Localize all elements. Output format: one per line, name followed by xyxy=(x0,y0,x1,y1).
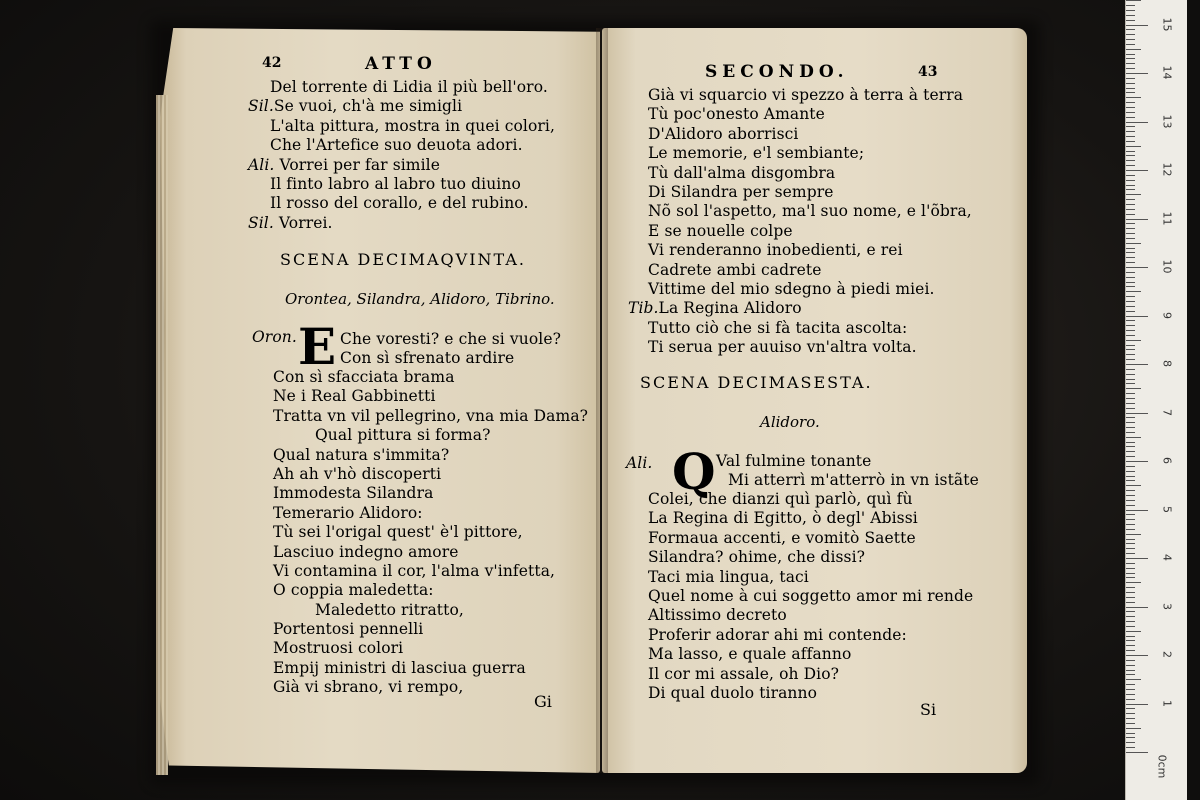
ruler-tick xyxy=(1126,466,1135,467)
verse-line: Formaua accenti, e vomitò Saette xyxy=(648,528,916,547)
ruler-tick xyxy=(1126,175,1135,176)
ruler-tick xyxy=(1126,185,1135,186)
verse-line: Silandra? ohime, che dissi? xyxy=(648,548,866,567)
ruler-tick xyxy=(1126,345,1135,346)
ruler-tick xyxy=(1126,398,1135,399)
ruler-tick xyxy=(1126,573,1135,574)
ruler-tick xyxy=(1126,238,1135,239)
ruler-tick xyxy=(1126,359,1135,360)
verse-line: Quel nome à cui soggetto amor mi rende xyxy=(648,586,974,605)
verse-line: Lasciuo indegno amore xyxy=(273,542,459,561)
verse-line: Ah ah v'hò discoperti xyxy=(273,464,442,483)
ruler-tick xyxy=(1126,151,1135,152)
ruler-tick xyxy=(1126,44,1135,45)
ruler-tick xyxy=(1126,417,1135,418)
ruler-tick xyxy=(1126,243,1141,244)
page-stack-edge xyxy=(156,95,168,775)
ruler-tick xyxy=(1126,427,1135,428)
ruler-tick xyxy=(1126,689,1135,690)
ruler-tick xyxy=(1126,621,1135,622)
speaker-label: Ali. xyxy=(626,454,653,472)
ruler-tick xyxy=(1126,631,1141,632)
ruler-tick xyxy=(1126,126,1135,127)
speaker-label: Sil. xyxy=(248,97,274,116)
right-cast-list: Alidoro. xyxy=(760,413,820,431)
right-speech-body xyxy=(648,490,973,703)
ruler-tick xyxy=(1126,107,1135,108)
verse-line: Immodesta Silandra xyxy=(273,484,434,503)
verse-line: Il cor mi assale, oh Dio? xyxy=(648,664,840,683)
ruler-tick xyxy=(1126,180,1135,181)
ruler-tick xyxy=(1126,563,1135,564)
ruler-unit: 0cm xyxy=(1155,754,1169,779)
ruler-tick xyxy=(1126,432,1135,433)
verse-line: Altissimo decreto xyxy=(648,606,787,625)
ruler-tick xyxy=(1126,54,1135,55)
left-speech-opening xyxy=(340,330,561,369)
verse-line: Proferir adorar ahi mi contende: xyxy=(648,625,907,644)
ruler-number: 10 xyxy=(1160,259,1174,274)
ruler-tick xyxy=(1126,204,1135,205)
ruler-tick xyxy=(1126,286,1135,287)
ruler-tick xyxy=(1126,539,1135,540)
ruler-tick xyxy=(1126,306,1135,307)
ruler-tick xyxy=(1126,592,1135,593)
verse-line: Mostruosi colori xyxy=(273,639,404,658)
ruler-tick xyxy=(1126,500,1135,501)
ruler-tick xyxy=(1126,718,1135,719)
ruler-tick xyxy=(1126,728,1141,729)
ruler-tick xyxy=(1126,291,1141,292)
ruler-tick xyxy=(1126,393,1135,394)
ruler-number: 5 xyxy=(1160,505,1174,513)
ruler-tick xyxy=(1126,209,1135,210)
ruler-tick xyxy=(1126,713,1135,714)
ruler-tick xyxy=(1126,165,1135,166)
ruler-tick xyxy=(1126,723,1135,724)
ruler-tick xyxy=(1126,301,1135,302)
verse-line: Ti serua per auuiso vn'altra volta. xyxy=(648,338,917,357)
ruler-tick xyxy=(1126,122,1148,123)
ruler-tick xyxy=(1126,640,1135,641)
ruler-tick xyxy=(1126,636,1135,637)
ruler-tick xyxy=(1126,20,1135,21)
ruler-tick xyxy=(1126,558,1148,559)
ruler-number: 13 xyxy=(1160,114,1174,128)
right-speech-opening xyxy=(716,452,979,491)
verse-line: Maledetto ritratto, xyxy=(315,600,464,619)
verse-line: Nõ sol l'aspetto, ma'l suo nome, e l'õbra, xyxy=(648,202,972,221)
left-top-block xyxy=(248,78,555,233)
ruler-tick xyxy=(1126,752,1148,753)
ruler-tick xyxy=(1126,456,1135,457)
verse-line: Sil.Se vuoi, ch'à me simigli xyxy=(248,97,463,116)
right-catchword: Si xyxy=(920,700,937,719)
left-page-number: 42 xyxy=(262,55,282,71)
ruler-tick xyxy=(1126,476,1135,477)
ruler-tick xyxy=(1126,461,1148,462)
verse-line: Sil. Vorrei. xyxy=(248,213,333,232)
verse-line: Ne i Real Gabbinetti xyxy=(273,387,436,406)
ruler-tick xyxy=(1126,219,1148,220)
verse-line: E se nouelle colpe xyxy=(648,221,793,240)
verse-line: Mi atterrì m'atterrò in vn istãte xyxy=(728,471,979,490)
ruler-tick xyxy=(1126,650,1135,651)
ruler-tick xyxy=(1126,670,1135,671)
ruler-number: 7 xyxy=(1160,408,1174,416)
verse-line: Vi contamina il cor, l'alma v'infetta, xyxy=(273,561,556,580)
ruler-tick xyxy=(1126,737,1135,738)
ruler-number: 3 xyxy=(1160,602,1174,610)
ruler-tick xyxy=(1126,480,1135,481)
ruler-tick xyxy=(1126,272,1135,273)
ruler-tick xyxy=(1126,408,1135,409)
ruler-tick xyxy=(1126,524,1135,525)
ruler-tick xyxy=(1126,248,1135,249)
ruler-tick xyxy=(1126,543,1135,544)
ruler-tick xyxy=(1126,568,1135,569)
ruler-tick xyxy=(1126,296,1135,297)
verse-line: Qual pittura si forma? xyxy=(315,426,491,445)
ruler-tick xyxy=(1126,514,1135,515)
ruler-number: 11 xyxy=(1160,211,1174,225)
speaker-label: Sil. xyxy=(248,213,274,232)
ruler-tick xyxy=(1126,68,1135,69)
verse-line: Portentosi pennelli xyxy=(273,620,424,639)
ruler-tick xyxy=(1126,655,1148,656)
ruler-tick xyxy=(1126,29,1135,30)
ruler-tick xyxy=(1126,25,1148,26)
verse-line: Che l'Artefice suo deuota adori. xyxy=(270,136,523,155)
ruler-tick xyxy=(1126,611,1135,612)
ruler-tick xyxy=(1126,645,1135,646)
ruler-tick xyxy=(1126,325,1135,326)
verse-line: Ali. Vorrei per far simile xyxy=(248,155,440,174)
verse-line: Tib.La Regina Alidoro xyxy=(628,299,802,318)
ruler-tick xyxy=(1126,704,1148,705)
ruler-tick xyxy=(1126,587,1135,588)
verse-line: Tù poc'onesto Amante xyxy=(648,105,825,124)
speaker-label: Ali. xyxy=(248,155,275,174)
ruler-tick xyxy=(1126,442,1135,443)
ruler-tick xyxy=(1126,330,1135,331)
ruler-tick xyxy=(1126,34,1135,35)
ruler-tick xyxy=(1126,141,1135,142)
ruler-tick xyxy=(1126,684,1135,685)
measurement-ruler xyxy=(1125,0,1188,800)
verse-line: Empij ministri di lasciua guerra xyxy=(273,658,526,677)
verse-line: L'alta pittura, mostra in quei colori, xyxy=(270,116,555,135)
ruler-tick xyxy=(1126,117,1135,118)
ruler-tick xyxy=(1126,354,1135,355)
ruler-tick xyxy=(1126,529,1135,530)
ruler-tick xyxy=(1126,233,1135,234)
ruler-tick xyxy=(1126,505,1135,506)
ruler-number: 14 xyxy=(1160,65,1174,80)
verse-line: Qual natura s'immita? xyxy=(273,445,450,464)
ruler-tick xyxy=(1126,136,1135,137)
ruler-tick xyxy=(1126,665,1135,666)
ruler-tick xyxy=(1126,413,1148,414)
ruler-tick xyxy=(1126,403,1135,404)
ruler-tick xyxy=(1126,742,1135,743)
drop-cap-q: Q xyxy=(672,442,716,501)
ruler-tick xyxy=(1126,92,1135,93)
book-gutter xyxy=(596,28,608,773)
ruler-tick xyxy=(1126,267,1148,268)
ruler-tick xyxy=(1126,485,1141,486)
ruler-tick xyxy=(1126,553,1135,554)
right-top-block xyxy=(628,86,972,357)
ruler-number: 15 xyxy=(1160,17,1174,31)
ruler-tick xyxy=(1126,252,1135,253)
ruler-tick xyxy=(1126,699,1135,700)
verse-line: Ma lasso, e quale affanno xyxy=(648,645,852,664)
ruler-tick xyxy=(1126,15,1135,16)
left-catchword: Gi xyxy=(534,692,552,711)
ruler-tick xyxy=(1126,39,1135,40)
left-scene-title: SCENA DECIMAQVINTA. xyxy=(280,250,526,269)
ruler-tick xyxy=(1126,58,1135,59)
verse-line: Già vi sbrano, vi rempo, xyxy=(273,678,464,697)
ruler-tick xyxy=(1126,282,1135,283)
verse-line: Che voresti? e che si vuole? xyxy=(340,330,562,348)
ruler-tick xyxy=(1126,97,1141,98)
ruler-tick xyxy=(1126,679,1141,680)
ruler-tick xyxy=(1126,616,1135,617)
left-running-head: ATTO xyxy=(365,54,437,74)
verse-line: Val fulmine tonante xyxy=(716,452,872,470)
ruler-tick xyxy=(1126,83,1135,84)
verse-line: Tù sei l'origal quest' è'l pittore, xyxy=(273,523,523,542)
ruler-tick xyxy=(1126,674,1135,675)
ruler-tick xyxy=(1126,582,1141,583)
verse-line: Del torrente di Lidia il più bell'oro. xyxy=(270,78,548,96)
ruler-tick xyxy=(1126,160,1135,161)
ruler-tick xyxy=(1126,383,1135,384)
ruler-tick xyxy=(1126,733,1135,734)
verse-line: O coppia maledetta: xyxy=(273,581,434,600)
ruler-number: 12 xyxy=(1160,162,1174,177)
ruler-tick xyxy=(1126,49,1141,50)
ruler-tick xyxy=(1126,102,1135,103)
ruler-tick xyxy=(1126,364,1148,365)
verse-line: Vittime del mio sdegno à piedi miei. xyxy=(648,279,935,298)
ruler-number: 4 xyxy=(1160,554,1174,561)
right-speech-speaker xyxy=(626,454,652,473)
ruler-tick xyxy=(1126,597,1135,598)
ruler-tick xyxy=(1126,199,1135,200)
ruler-tick xyxy=(1126,73,1148,74)
ruler-tick xyxy=(1126,277,1135,278)
right-running-head: SECONDO. xyxy=(705,62,849,82)
ruler-tick xyxy=(1126,388,1141,389)
ruler-tick xyxy=(1126,316,1148,317)
speaker-label: Tib. xyxy=(628,299,659,318)
ruler-tick xyxy=(1126,548,1135,549)
right-scene-title: SCENA DECIMASESTA. xyxy=(640,373,873,392)
verse-line: La Regina di Egitto, ò degl' Abissi xyxy=(648,509,918,528)
ruler-tick xyxy=(1126,63,1135,64)
ruler-number: 2 xyxy=(1160,651,1174,658)
verse-line: Già vi squarcio vi spezzo à terra à terra xyxy=(648,86,964,104)
ruler-tick xyxy=(1126,451,1135,452)
verse-line: Tratta vn vil pellegrino, vna mia Dama? xyxy=(273,406,589,425)
verse-line: Il finto labro al labro tuo diuino xyxy=(270,174,521,193)
verse-line: Con sì sfrenato ardire xyxy=(340,349,515,368)
ruler-tick xyxy=(1126,311,1135,312)
left-speech-body xyxy=(273,368,588,698)
ruler-tick xyxy=(1126,495,1135,496)
verse-line: D'Alidoro aborrisci xyxy=(648,124,799,143)
right-page-number: 43 xyxy=(918,64,938,80)
ruler-tick xyxy=(1126,694,1135,695)
ruler-tick xyxy=(1126,5,1135,6)
verse-line: Le memorie, e'l sembiante; xyxy=(648,144,865,163)
ruler-tick xyxy=(1126,131,1135,132)
ruler-tick xyxy=(1126,194,1141,195)
ruler-tick xyxy=(1126,335,1135,336)
verse-line: Temerario Alidoro: xyxy=(273,503,423,522)
ruler-tick xyxy=(1126,379,1135,380)
ruler-tick xyxy=(1126,170,1148,171)
verse-line: Con sì sfacciata brama xyxy=(273,368,455,386)
ruler-tick xyxy=(1126,577,1135,578)
ruler-tick xyxy=(1126,78,1135,79)
ruler-tick xyxy=(1126,340,1141,341)
ruler-number: 1 xyxy=(1160,699,1174,707)
ruler-number: 8 xyxy=(1160,360,1174,367)
verse-line: Di Silandra per sempre xyxy=(648,182,834,201)
ruler-tick xyxy=(1126,471,1135,472)
ruler-number: 9 xyxy=(1160,311,1174,319)
ruler-tick xyxy=(1126,490,1135,491)
ruler-tick xyxy=(1126,214,1135,215)
ruler-tick xyxy=(1126,708,1135,709)
ruler-tick xyxy=(1126,189,1135,190)
ruler-tick xyxy=(1126,112,1135,113)
ruler-tick xyxy=(1126,223,1135,224)
ruler-tick xyxy=(1126,369,1135,370)
verse-line: Vi renderanno inobedienti, e rei xyxy=(648,241,903,260)
ruler-tick xyxy=(1126,607,1148,608)
ruler-tick xyxy=(1126,660,1135,661)
verse-line: Di qual duolo tiranno xyxy=(648,683,818,702)
ruler-tick xyxy=(1126,626,1135,627)
ruler-tick xyxy=(1126,10,1135,11)
ruler-tick xyxy=(1126,257,1135,258)
verse-line: Il rosso del corallo, e del rubino. xyxy=(270,194,529,213)
ruler-number: 6 xyxy=(1160,457,1174,464)
left-speech-speaker xyxy=(252,328,297,347)
speaker-label: Oron. xyxy=(252,328,297,346)
drop-cap-e: E xyxy=(298,317,337,376)
ruler-tick xyxy=(1126,602,1135,603)
verse-line: Taci mia lingua, taci xyxy=(648,567,809,586)
ruler-tick xyxy=(1126,374,1135,375)
ruler-tick xyxy=(1126,446,1135,447)
ruler-tick xyxy=(1126,0,1141,1)
left-cast-list: Orontea, Silandra, Alidoro, Tibrino. xyxy=(285,290,555,308)
ruler-tick xyxy=(1126,88,1135,89)
ruler-tick xyxy=(1126,320,1135,321)
ruler-tick xyxy=(1126,262,1135,263)
ruler-tick xyxy=(1126,349,1135,350)
ruler-tick xyxy=(1126,155,1135,156)
verse-line: Cadrete ambi cadrete xyxy=(648,260,822,279)
ruler-tick xyxy=(1126,510,1148,511)
ruler-tick xyxy=(1126,534,1141,535)
verse-line: Colei, che dianzi quì parlò, quì fù xyxy=(648,490,913,508)
ruler-tick xyxy=(1126,422,1135,423)
ruler-tick xyxy=(1126,437,1141,438)
ruler-tick xyxy=(1126,146,1141,147)
ruler-edge xyxy=(1187,0,1200,800)
verse-line: Tù dall'alma disgombra xyxy=(648,163,836,182)
verse-line: Tutto ciò che si fà tacita ascolta: xyxy=(648,318,908,337)
ruler-tick xyxy=(1126,519,1135,520)
ruler-tick xyxy=(1126,228,1135,229)
ruler-tick xyxy=(1126,747,1135,748)
